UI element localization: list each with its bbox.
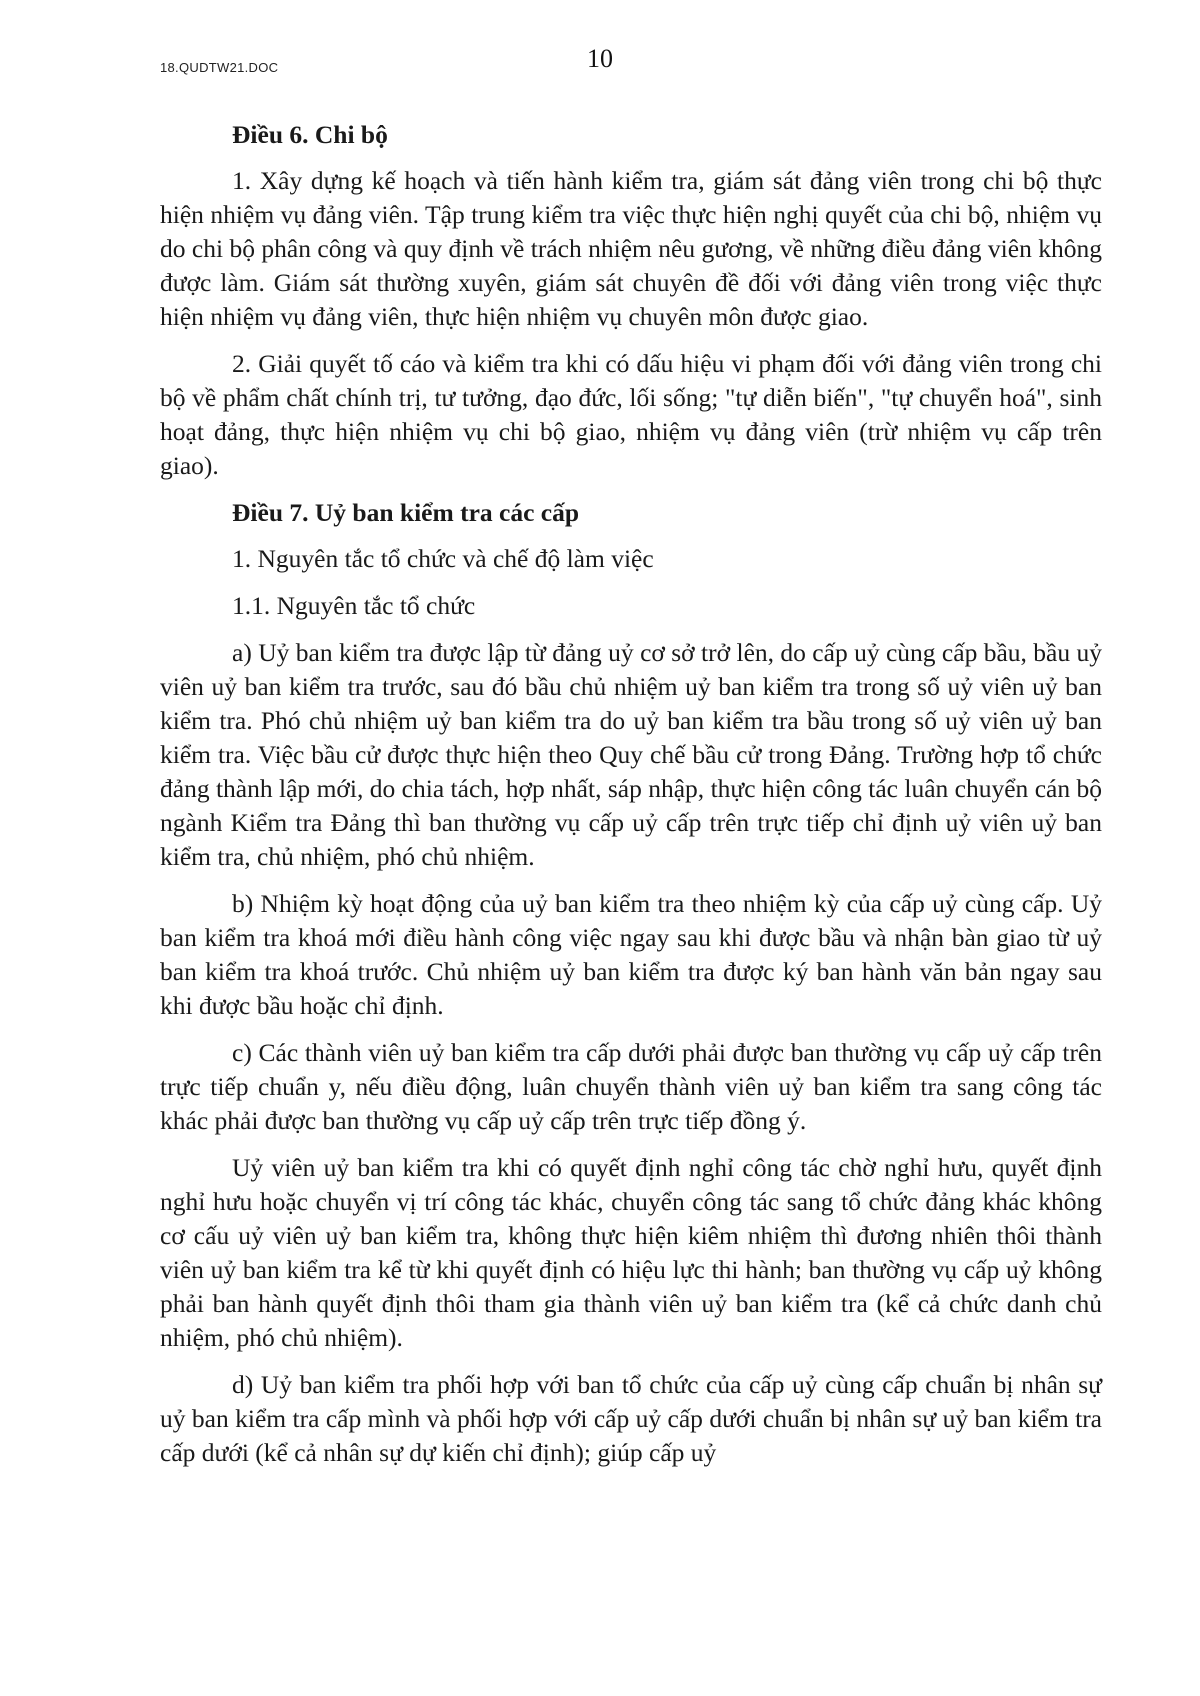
article-7-section-1: 1. Nguyên tắc tổ chức và chế độ làm việc <box>232 544 654 573</box>
page-number: 10 <box>587 44 613 73</box>
article-6-paragraph-2: 2. Giải quyết tố cáo và kiểm tra khi có dấu hiệu vi phạm đối với đảng viên trong chi bộ về phẩm chất chính trị, tư tưởng, đạo đức, lối sống; "tự diễn biến", "tự chuyển hoá", sinh hoạt đảng, thực hiện nhiệm vụ chi bộ giao, nhiệm vụ đảng viên (trừ nhiệm vụ cấp trên giao). <box>160 349 1102 480</box>
article-6-heading: Điều 6. Chi bộ <box>232 120 388 149</box>
article-7-item-c-continued: Uỷ viên uỷ ban kiểm tra khi có quyết định nghỉ công tác chờ nghỉ hưu, quyết định nghỉ hưu hoặc chuyển vị trí công tác khác, chuyển công tác sang tổ chức đảng khác không cơ cấu uỷ viên uỷ ban kiểm tra, không thực hiện kiêm nhiệm thì đương nhiên thôi thành viên uỷ ban kiểm tra kể từ khi quyết định có hiệu lực thi hành; ban thường vụ cấp uỷ không phải ban hành quyết định thôi tham gia thành viên uỷ ban kiểm tra (kể cả chức danh chủ nhiệm, phó chủ nhiệm). <box>160 1153 1102 1352</box>
article-7-item-a: a) Uỷ ban kiểm tra được lập từ đảng uỷ cơ sở trở lên, do cấp uỷ cùng cấp bầu, bầu uỷ viên uỷ ban kiểm tra trước, sau đó bầu chủ nhiệm uỷ ban kiểm tra trong số uỷ viên uỷ ban kiểm tra. Phó chủ nhiệm uỷ ban kiểm tra do uỷ ban kiểm tra bầu trong số uỷ viên uỷ ban kiểm tra. Việc bầu cử được thực hiện theo Quy chế bầu cử trong Đảng. Trường hợp tổ chức đảng thành lập mới, do chia tách, hợp nhất, sáp nhập, thực hiện công tác luân chuyển cán bộ ngành Kiểm tra Đảng thì ban thường vụ cấp uỷ cấp trên trực tiếp chỉ định uỷ viên uỷ ban kiểm tra, chủ nhiệm, phó chủ nhiệm. <box>160 638 1102 871</box>
file-name-label: 18.QUDTW21.DOC <box>160 60 279 75</box>
document-body <box>160 118 1102 1483</box>
article-7-section-1-1: 1.1. Nguyên tắc tổ chức <box>232 591 476 620</box>
article-7-item-b: b) Nhiệm kỳ hoạt động của uỷ ban kiểm tra theo nhiệm kỳ của cấp uỷ cùng cấp. Uỷ ban kiểm tra khoá mới điều hành công việc ngay sau khi được bầu và nhận bàn giao từ uỷ ban kiểm tra khoá trước. Chủ nhiệm uỷ ban kiểm tra được ký ban hành văn bản ngay sau khi được bầu hoặc chỉ định. <box>160 889 1102 1020</box>
article-7-item-d: d) Uỷ ban kiểm tra phối hợp với ban tổ chức của cấp uỷ cùng cấp chuẩn bị nhân sự uỷ ban kiểm tra cấp mình và phối hợp với cấp uỷ cấp dưới chuẩn bị nhân sự uỷ ban kiểm tra cấp dưới (kể cả nhân sự dự kiến chỉ định); giúp cấp uỷ <box>160 1370 1102 1467</box>
article-7-heading: Điều 7. Uỷ ban kiểm tra các cấp <box>232 498 580 527</box>
article-6-paragraph-1: 1. Xây dựng kế hoạch và tiến hành kiểm tra, giám sát đảng viên trong chi bộ thực hiện nhiệm vụ đảng viên. Tập trung kiểm tra việc thực hiện nghị quyết của chi bộ, nhiệm vụ do chi bộ phân công và quy định về trách nhiệm nêu gương, về những điều đảng viên không được làm. Giám sát thường xuyên, giám sát chuyên đề đối với đảng viên trong việc thực hiện nhiệm vụ đảng viên, thực hiện nhiệm vụ chuyên môn được giao. <box>160 166 1102 331</box>
article-7-item-c: c) Các thành viên uỷ ban kiểm tra cấp dưới phải được ban thường vụ cấp uỷ cấp trên trực tiếp chuẩn y, nếu điều động, luân chuyển thành viên uỷ ban kiểm tra sang công tác khác phải được ban thường vụ cấp uỷ cấp trên trực tiếp đồng ý. <box>160 1038 1102 1135</box>
